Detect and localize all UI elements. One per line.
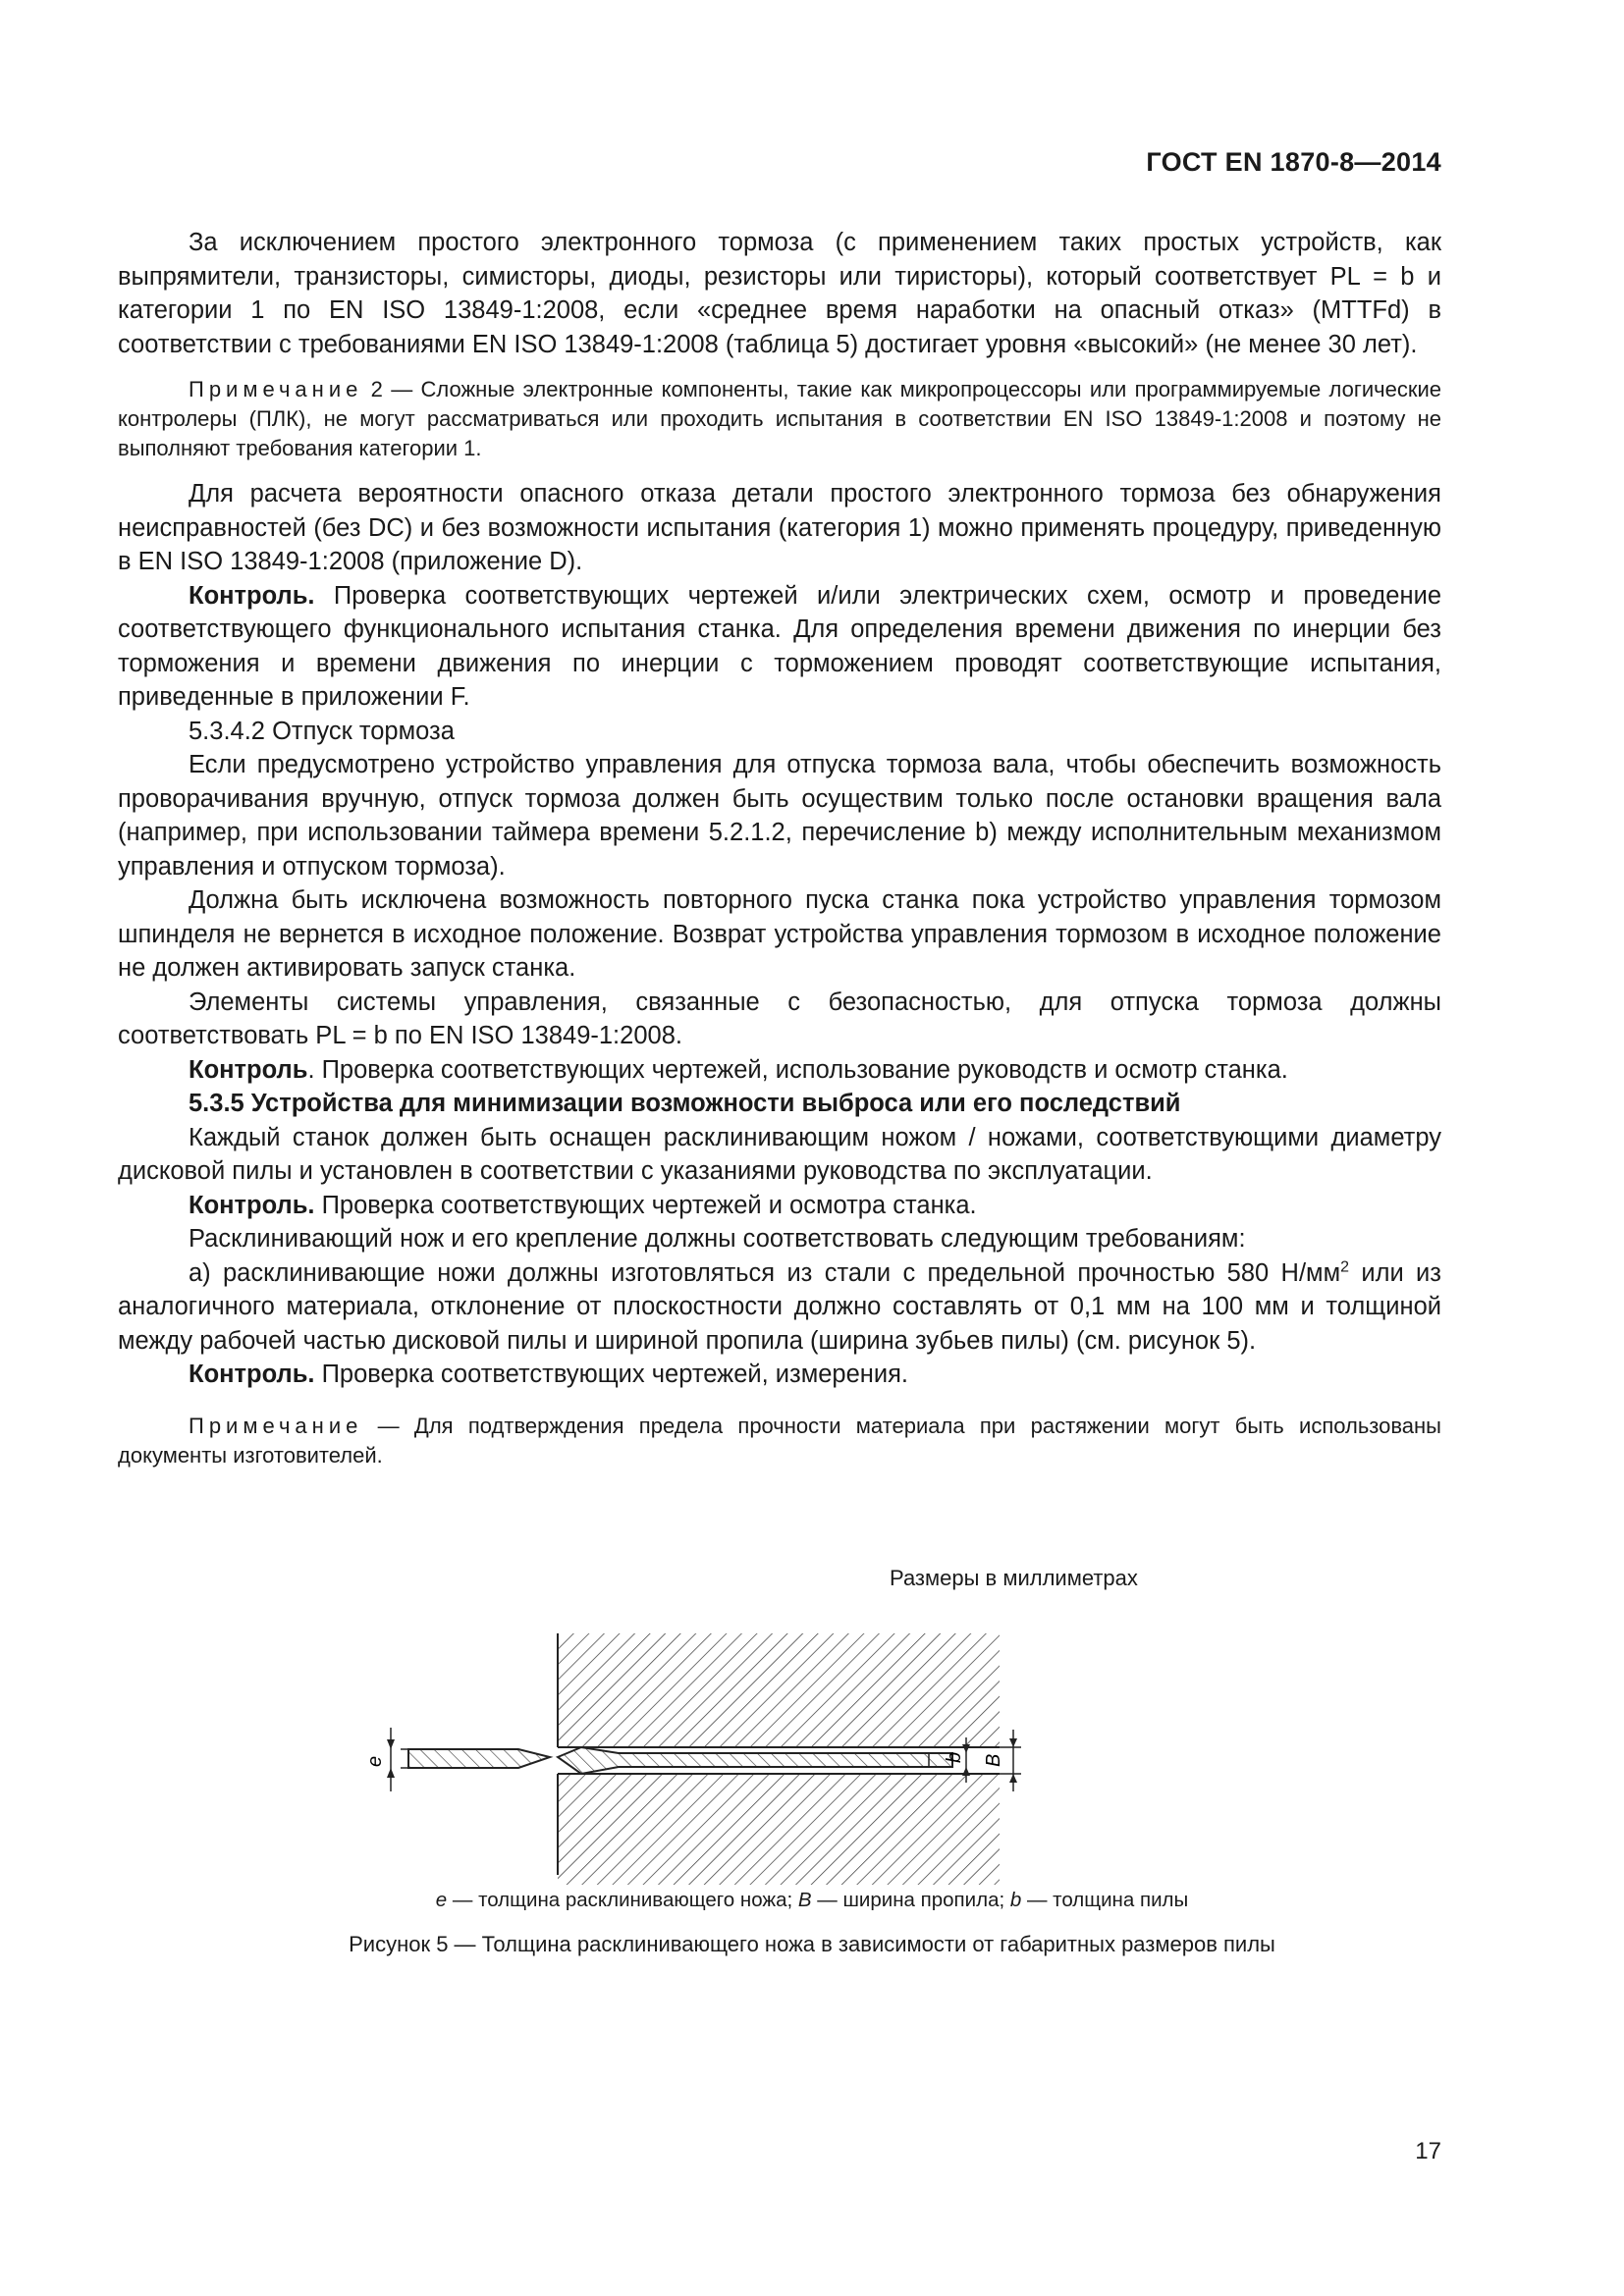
page-header: ГОСТ EN 1870-8—2014: [1146, 147, 1441, 177]
control-text: Проверка соответствующих чертежей и/или электрических схем, осмотр и проведение соответствующего функционального испытания станка. Для определения времени движения по инерции без торможения и времени движения по инерции с торможением проводят соответствующие испытания, приведенные в приложении F.: [118, 581, 1441, 711]
note-label: Примечание: [189, 1413, 363, 1438]
paragraph: Элементы системы управления, связанные с безопасностью, для отпуска тормоза должны соответствовать PL = b по EN ISO 13849-1:2008.: [118, 988, 1441, 1049]
paragraph: Для расчета вероятности опасного отказа детали простого электронного тормоза без обнаружения неисправностей (без DC) и без возможности испытания (категория 1) можно применять процедуру, приведенную в EN ISO 13849-1:2008 (приложение D).: [118, 480, 1441, 575]
dimension-label-b: b: [944, 1751, 965, 1763]
control-paragraph: [118, 1358, 1441, 1392]
legend-text-e: — толщина расклинивающего ножа;: [447, 1889, 798, 1911]
note-2: [118, 375, 1441, 463]
dimension-label-e: e: [364, 1755, 386, 1767]
control-text: . Проверка соответствующих чертежей, использование руководств и осмотр станка.: [307, 1055, 1288, 1084]
paragraph: Расклинивающий нож и его крепление должны соответствовать следующим требованиям:: [189, 1225, 1246, 1253]
paragraph: Если предусмотрено устройство управления для отпуска тормоза вала, чтобы обеспечить возможность проворачивания вручную, отпуск тормоза должен быть осуществим только после остановки вращения вала (например, при использовании таймера времени 5.2.1.2, перечисление b) между исполнительным механизмом управления и отпуском тормоза).: [118, 751, 1441, 881]
control-label: Контроль.: [189, 1361, 315, 1388]
lower-workpiece: [558, 1774, 1000, 1885]
control-paragraph: [118, 579, 1441, 715]
upper-workpiece: [558, 1633, 1000, 1747]
control-paragraph: [118, 1189, 1441, 1223]
control-label: Контроль.: [189, 581, 315, 610]
figure-legend: [0, 1889, 1624, 1912]
body-text: [118, 226, 1441, 1484]
legend-symbol-e: e: [435, 1889, 448, 1911]
figure-units: Размеры в миллиметрах: [890, 1566, 1138, 1590]
superscript: 2: [1340, 1258, 1350, 1275]
note-label: Примечание: [189, 377, 363, 401]
paragraph: Каждый станок должен быть оснащен расклинивающим ножом / ножами, соответствующими диаметру дисковой пилы и установлен в соответствии с указаниями руководства по эксплуатации.: [118, 1123, 1441, 1185]
note-text: — Для подтверждения предела прочности материала при растяжении могут быть использованы документы изготовителей.: [118, 1413, 1441, 1468]
dimension-label-B: B: [983, 1753, 1004, 1767]
riving-knife: [408, 1749, 550, 1768]
control-text: Проверка соответствующих чертежей, измерения.: [314, 1361, 909, 1388]
legend-symbol-B: B: [797, 1889, 812, 1911]
control-label: Контроль.: [189, 1191, 315, 1219]
riving-knife-figure: [364, 1620, 1198, 1875]
saw-blade: [558, 1747, 952, 1774]
note-3: [118, 1412, 1441, 1470]
subsection-title: 5.3.4.2 Отпуск тормоза: [189, 717, 455, 745]
requirement-text: а) расклинивающие ножи должны изготовляться из стали с предельной прочностью 580 Н/мм: [189, 1258, 1341, 1287]
paragraph: [118, 1256, 1441, 1359]
legend-text-B: — ширина пропила;: [811, 1889, 1010, 1911]
paragraph: За исключением простого электронного тормоза (с применением таких простых устройств, как выпрямители, транзисторы, симисторы, диоды, резисторы или тиристоры), который соответствует PL = b и категории 1 по EN ISO 13849-1:2008, если «среднее время наработки на опасный отказ» (MTTFd) в соответствии с требованиями EN ISO 13849-1:2008 (таблица 5) достигает уровня «высокий» (не менее 30 лет).: [118, 229, 1441, 358]
requirement-text-cont: или из аналогичного материала, отклонение от плоскостности должно составлять от 0,1 мм на 100 мм и толщиной между рабочей частью дисковой пилы и шириной пропила (ширина зубьев пилы) (см. рисунок 5).: [118, 1258, 1441, 1355]
note-text: 2 — Сложные электронные компоненты, такие как микропроцессоры или программируемые логические контролеры (ПЛК), не могут рассматриваться или проходить испытания в соответствии EN ISO 13849-1:2008 и поэтому не выполняют требования категории 1.: [118, 377, 1441, 460]
page-number: 17: [1415, 2138, 1441, 2164]
paragraph: Должна быть исключена возможность повторного пуска станка пока устройство управления тормозом шпинделя не вернется в исходное положение. Возврат устройства управления тормозом в исходное положение не должен активировать запуск станка.: [118, 886, 1441, 982]
figure-caption: Рисунок 5 — Толщина расклинивающего ножа в зависимости от габаритных размеров пилы: [349, 1932, 1275, 1956]
control-label: Контроль: [189, 1055, 308, 1084]
legend-symbol-b: b: [1009, 1889, 1022, 1911]
control-text: Проверка соответствующих чертежей и осмотра станка.: [314, 1191, 977, 1219]
control-paragraph: [118, 1053, 1441, 1088]
section-heading: 5.3.5 Устройства для минимизации возможности выброса или его последствий: [189, 1090, 1181, 1117]
legend-text-b: — толщина пилы: [1021, 1889, 1189, 1911]
